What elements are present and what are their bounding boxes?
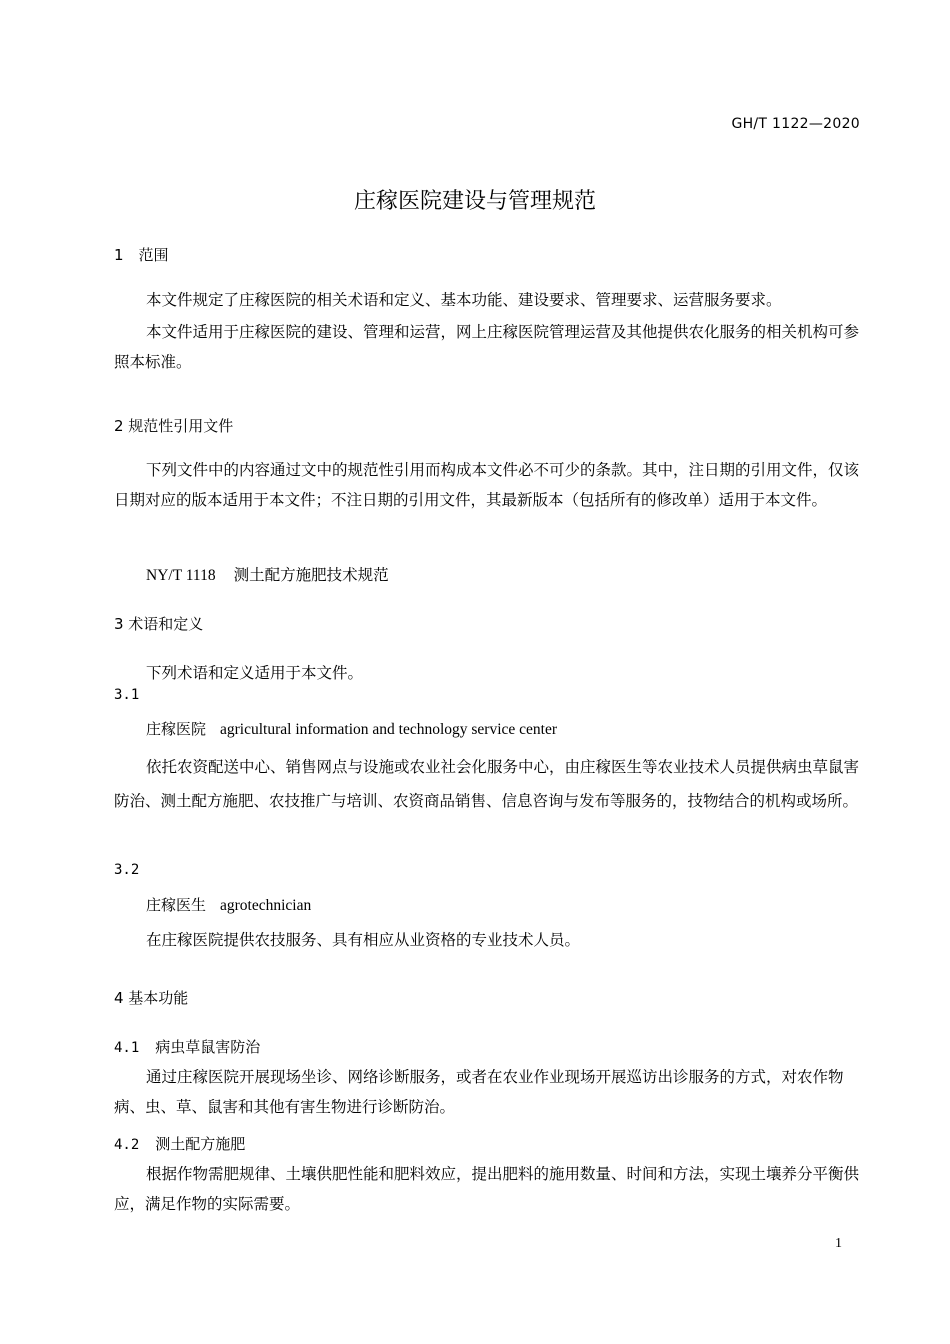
normative-reference [146, 563, 389, 585]
subsection-4-1-heading [114, 1036, 260, 1057]
section-2-paragraph: 下列文件中的内容通过文中的规范性引用而构成本文件必不可少的条款。其中，注日期的引用文件，仅该日期对应的版本适用于本文件；不注日期的引用文件，其最新版本（包括所有的修改单）适用于本文件。 [114, 462, 860, 509]
term-3-1-chinese: 庄稼医院 [146, 720, 207, 738]
standard-number: GH/T 1122—2020 [731, 116, 860, 132]
page-number: 1 [835, 1236, 842, 1251]
term-3-2-chinese: 庄稼医生 [146, 896, 207, 914]
section-2-heading: 2 规范性引用文件 [114, 417, 234, 435]
subsection-4-2-heading [114, 1133, 245, 1154]
subsection-4-1-text: 通过庄稼医院开展现场坐诊、网络诊断服务，或者在农业作业现场开展巡访出诊服务的方式，对农作物病、虫、草、鼠害和其他有害生物进行诊断防治。 [114, 1069, 844, 1116]
page-title: 庄稼医院建设与管理规范 [353, 189, 596, 214]
subsection-4-1-number: 4.1 [114, 1040, 140, 1056]
term-3-2 [146, 894, 311, 915]
section-1-paragraph-2: 本文件适用于庄稼医院的建设、管理和运营，网上庄稼医院管理运营及其他提供农化服务的相关机构可参照本标准。 [114, 324, 860, 371]
reference-title: 测土配方施肥技术规范 [233, 567, 389, 584]
reference-code: NY/T 1118 [146, 567, 216, 584]
term-3-1-definition: 依托农资配送中心、销售网点与设施或农业社会化服务中心，由庄稼医生等农业技术人员提供病虫草鼠害防治、测土配方施肥、农技推广与培训、农资商品销售、信息咨询与发布等服务的，技物结合的机构或场所。 [114, 759, 860, 810]
subsection-4-1-title: 病虫草鼠害防治 [155, 1038, 261, 1056]
subsection-4-2-title: 测土配方施肥 [155, 1135, 246, 1153]
subsection-4-2-number: 4.2 [114, 1137, 140, 1153]
section-4-heading: 4 基本功能 [114, 989, 189, 1007]
section-3-heading: 3 术语和定义 [114, 615, 204, 633]
term-3-1-english: agricultural information and technology service center [220, 721, 558, 738]
term-3-2-number: 3.2 [114, 862, 140, 878]
term-3-1-number: 3.1 [114, 687, 140, 703]
term-3-1 [146, 718, 557, 739]
section-3-intro: 下列术语和定义适用于本文件。 [146, 665, 364, 682]
term-3-2-definition: 在庄稼医院提供农技服务、具有相应从业资格的专业技术人员。 [146, 932, 581, 949]
term-3-2-english: agrotechnician [220, 897, 312, 914]
subsection-4-2-text: 根据作物需肥规律、土壤供肥性能和肥料效应，提出肥料的施用数量、时间和方法，实现土壤养分平衡供应，满足作物的实际需要。 [114, 1166, 860, 1213]
section-1-heading: 1 范围 [114, 246, 169, 264]
section-1-paragraph-1: 本文件规定了庄稼医院的相关术语和定义、基本功能、建设要求、管理要求、运营服务要求。 [146, 292, 782, 309]
